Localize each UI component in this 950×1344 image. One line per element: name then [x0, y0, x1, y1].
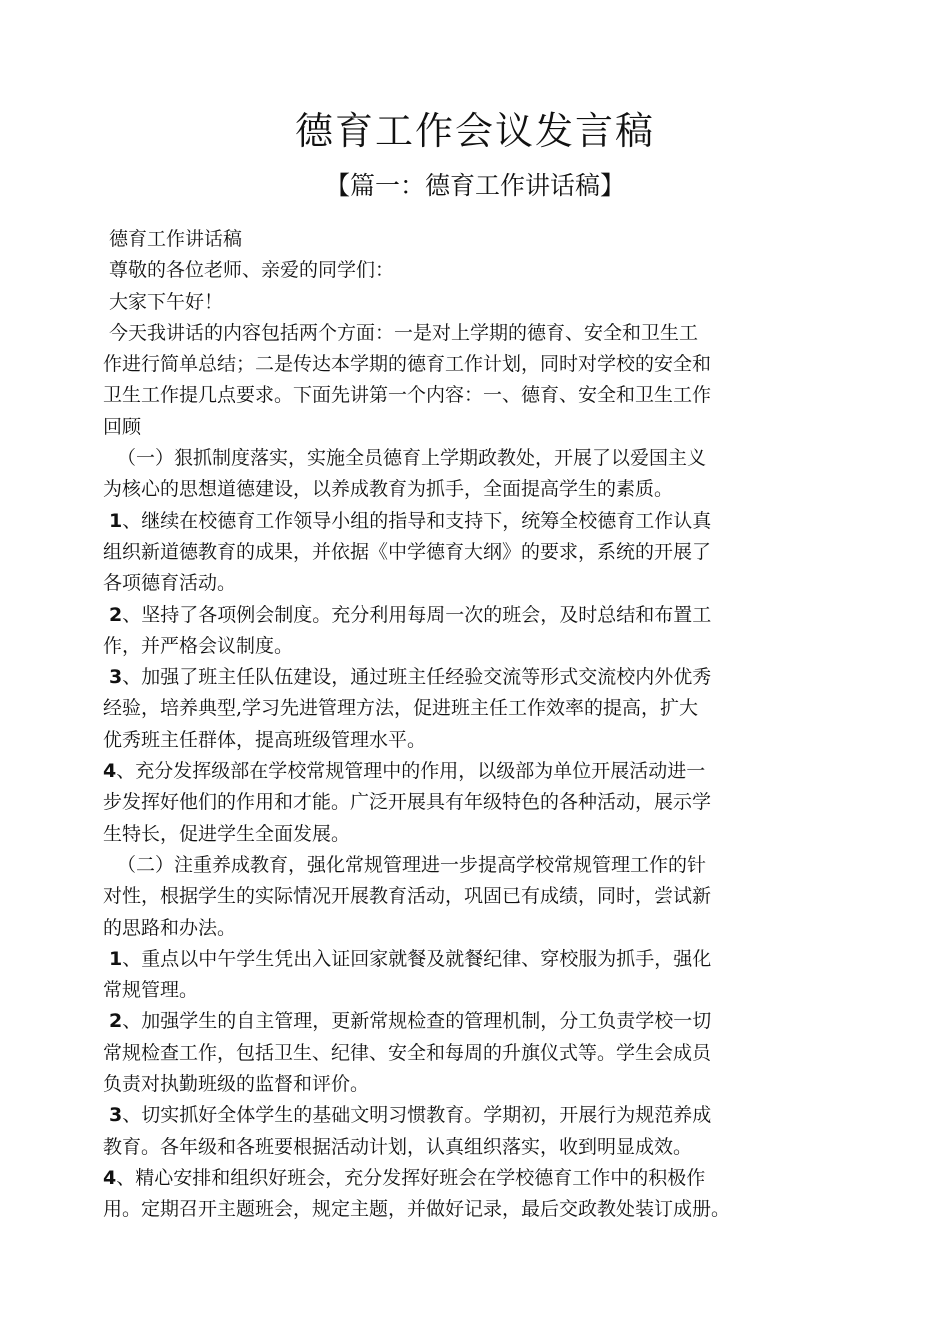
body-line-text: 回顾: [103, 415, 142, 438]
body-line: [103, 819, 863, 850]
body-line-text: 今天我讲话的内容包括两个方面：一是对上学期的德育、安全和卫生工: [109, 321, 699, 344]
body-line: [103, 600, 863, 631]
body-line-text: 德育工作讲话稿: [109, 228, 243, 250]
body-line: [103, 881, 863, 912]
body-line: [103, 349, 863, 380]
list-number: 2: [109, 1010, 123, 1033]
document-title: 德育工作会议发言稿: [294, 109, 655, 153]
body-line-text: 组织新道德教育的成果，并依据《中学德育大纲》的要求，系统的开展了: [103, 540, 712, 563]
body-line-text: 、加强了班主任队伍建设，通过班主任经验交流等形式交流校内外优秀: [122, 666, 712, 689]
body-line: [103, 944, 863, 975]
body-line-text: 、重点以中午学生凭出入证回家就餐及就餐纪律、穿校服为抓手，强化: [122, 947, 712, 970]
body-line-text: 、继续在校德育工作领导小组的指导和支持下，统筹全校德育工作认真: [122, 509, 712, 532]
body-line: [103, 287, 863, 318]
document-body: [103, 224, 863, 1226]
body-line-text: 对性，根据学生的实际情况开展教育活动，巩固已有成绩，同时，尝试新: [103, 885, 712, 908]
body-line: [103, 1132, 863, 1163]
document-subtitle: 【篇一：德育工作讲话稿】: [324, 171, 625, 200]
body-line: [103, 1038, 863, 1069]
body-line: [103, 787, 863, 818]
body-line-text: 优秀班主任群体，提高班级管理水平。: [103, 728, 427, 751]
body-line: [103, 1100, 863, 1131]
body-line: [103, 693, 863, 724]
body-line: [103, 850, 863, 881]
body-line: [103, 474, 863, 505]
body-line-text: 作进行简单总结；二是传达本学期的德育工作计划，同时对学校的安全和: [103, 353, 712, 376]
body-line-text: 、精心安排和组织好班会，充分发挥好班会在学校德育工作中的积极作: [116, 1166, 706, 1189]
body-line-text: 为核心的思想道德建设，以养成教育为抓手，全面提高学生的素质。: [103, 478, 674, 501]
body-line-text: 用。定期召开主题班会，规定主题，并做好记录，最后交政教处装订成册。: [103, 1198, 731, 1221]
body-line: [103, 631, 863, 662]
body-line: [103, 975, 863, 1006]
body-line-text: 、充分发挥级部在学校常规管理中的作用，以级部为单位开展活动进一: [116, 760, 706, 783]
body-line-text: 教育。各年级和各班要根据活动计划，认真组织落实，收到明显成效。: [103, 1135, 693, 1158]
body-line-text: 步发挥好他们的作用和才能。广泛开展具有年级特色的各种活动，展示学: [103, 791, 712, 814]
body-line-text: 、坚持了各项例会制度。充分利用每周一次的班会，及时总结和布置工: [122, 603, 712, 626]
body-line: [103, 318, 863, 349]
body-line-text: 卫生工作提几点要求。下面先讲第一个内容：一、德育、安全和卫生工作: [103, 384, 712, 407]
body-line: [103, 913, 863, 944]
list-number: 1: [109, 947, 123, 970]
body-line-text: 常规检查工作，包括卫生、纪律、安全和每周的升旗仪式等。学生会成员: [103, 1041, 712, 1064]
body-line: [103, 506, 863, 537]
list-number: 4: [103, 760, 117, 783]
body-line: [103, 756, 863, 787]
body-line-text: 的思路和办法。: [103, 916, 237, 939]
list-number: 4: [103, 1166, 117, 1189]
body-line-text: 常规管理。: [103, 979, 199, 1002]
body-line: [103, 662, 863, 693]
body-line-text: （二）注重养成教育，强化常规管理进一步提高学校常规管理工作的针: [117, 853, 707, 876]
body-line-text: 尊敬的各位老师、亲爱的同学们：: [109, 259, 395, 282]
body-line: [103, 443, 863, 474]
body-line-text: 作，并严格会议制度。: [103, 634, 294, 657]
body-line: [103, 725, 863, 756]
list-number: 2: [109, 603, 123, 626]
body-line-text: 生特长，促进学生全面发展。: [103, 822, 351, 845]
body-line: [103, 1163, 863, 1194]
list-number: 3: [109, 666, 123, 689]
body-line: [103, 224, 863, 255]
body-line: [103, 412, 863, 443]
body-line: [103, 255, 863, 286]
body-line: [103, 568, 863, 599]
body-line-text: 、切实抓好全体学生的基础文明习惯教育。学期初，开展行为规范养成: [122, 1104, 712, 1127]
body-line-text: 、加强学生的自主管理，更新常规检查的管理机制，分工负责学校一切: [122, 1010, 712, 1033]
body-line: [103, 537, 863, 568]
body-line-text: 各项德育活动。: [103, 572, 237, 595]
body-line-text: 负责对执勤班级的监督和评价。: [103, 1073, 370, 1096]
body-line: [103, 1069, 863, 1100]
body-line: [103, 380, 863, 411]
list-number: 1: [109, 509, 123, 532]
list-number: 3: [109, 1104, 123, 1127]
body-line-text: 经验，培养典型,学习先进管理方法，促进班主任工作效率的提高，扩大: [103, 697, 699, 720]
body-line-text: 大家下午好！: [109, 290, 224, 313]
body-line: [103, 1194, 863, 1225]
body-line: [103, 1006, 863, 1037]
body-line-text: （一）狠抓制度落实，实施全员德育上学期政教处，开展了以爱国主义: [117, 447, 707, 470]
